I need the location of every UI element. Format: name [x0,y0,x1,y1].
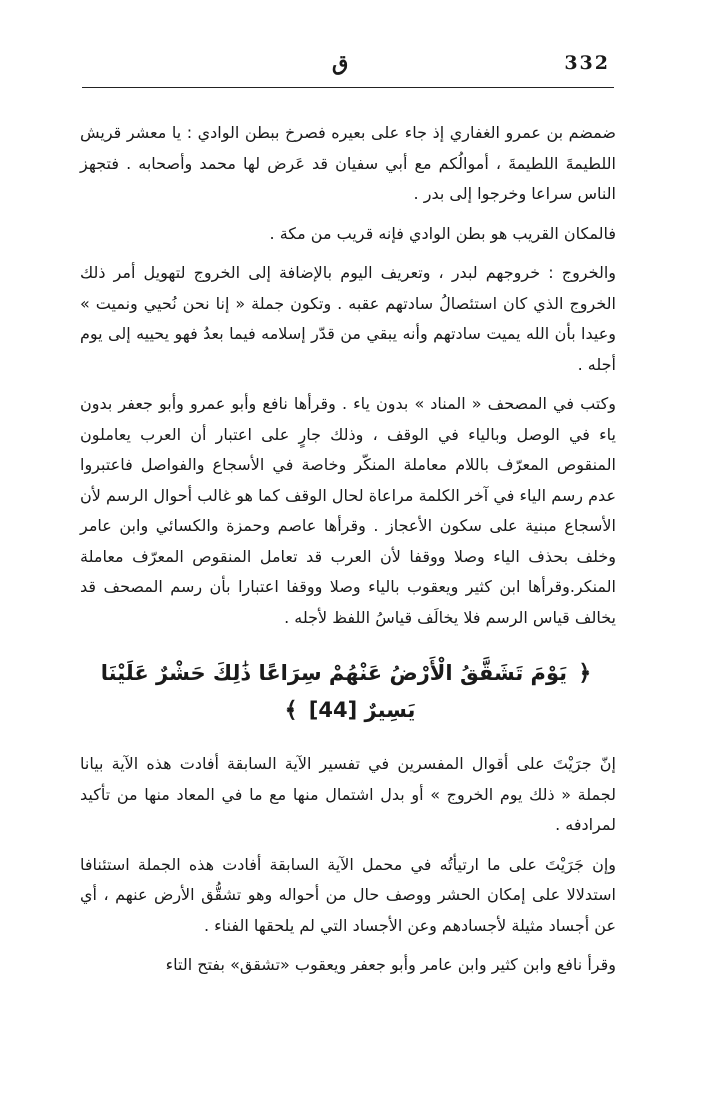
header-divider [82,87,614,88]
verse-close-bracket: ﴾ [284,698,298,723]
main-text [80,118,616,981]
quran-verse [80,655,616,729]
paragraph-1: ضمضم بن عمرو الغفاري إذ جاء على بعيره فصرخ ببطن الوادي : يا معشر قريش اللطيمةَ اللطيمةَ ، أموالُكم مع أبي سفيان قد عَرض لها محمد وأصحابه . فتجهز الناس سراعا وخرجوا إلى بدر . [80,123,616,203]
verse-text: يَوْمَ تَشَقَّقُ الْأَرْضُ عَنْهُمْ سِرَاعًا ذَٰلِكَ حَشْرٌ عَلَيْنَا يَسِيرٌ [44] [100,661,567,722]
paragraph-6: وإن جَرَيْتَ على ما ارتيأتُه في محمل الآية السابقة أفادت هذه الجملة استئنافا استدلالا على إمكان الحشر ووصف حال من أحواله وهو تشقُّق الأرض عنهم ، أي عن أجساد مثيلة لأجسادهم وعن الأجساد التي لم يلحقها الفناء . [80,854,616,935]
paragraph-2: فالمكان القريب هو بطن الوادي فإنه قريب من مكة . [269,223,616,243]
running-title: ق [332,50,349,75]
paragraph-5: إنّ جرَيْتَ على أقوال المفسرين في تفسير الآية السابقة أفادت هذه الآية بيانا لجملة « ذلك يوم الخروج » أو بدل اشتمال منها مع ما في المعاد منها من تأكيد لمرادفه . [80,754,616,834]
paragraph-4: وكتب في المصحف « المناد » بدون ياء . وقرأها نافع وأبو عمرو وأبو جعفر بدون ياء في الوصل وبالياء في الوقف ، وذلك جارٍ على اعتبار أن العرب يعاملون المنقوص المعرّف باللام معاملة المنكّر وخاصة في الأسجاع والفواصل فاعتبروا عدم رسم الياء في آخر الكلمة مراعاة لحال الوقف كما هو غالب أحوال الرسم لأن الأسجاع مبنية على سكون الأعجاز . وقرأها عاصم وحمزة والكسائي وابن عامر وخلف بحذف الياء وصلا ووقفا لأن العرب قد تعامل المنقوص المعرّف معاملة المنكر.وقرأها ابن كثير ويعقوب بالياء وصلا ووقفا اعتبارا بأن رسم المصحف قد يخالف قياس الرسم فلا يخالَف قياسُ اللفظ لأجله . [80,394,616,627]
page-number: 332 [564,52,610,74]
paragraph-3: والخروج : خروجهم لبدر ، وتعريف اليوم بالإضافة إلى الخروج لتهويل أمر ذلك الخروج الذي كان استئصالُ سادتهم عقبه . وتكون جملة « إنا نحن نُحيي ونميت » وعيدا بأن الله يميت سادتهم وأنه يبقي من قدّر إسلامه فيما بعدُ فهو يحييه إلى يوم أجله . [80,263,616,374]
paragraph-7: وقرأ نافع وابن كثير وابن عامر وأبو جعفر ويعقوب «تشقق» بفتح التاء [165,955,616,974]
page-header [82,50,614,86]
verse-open-bracket: ﴿ [578,661,592,686]
